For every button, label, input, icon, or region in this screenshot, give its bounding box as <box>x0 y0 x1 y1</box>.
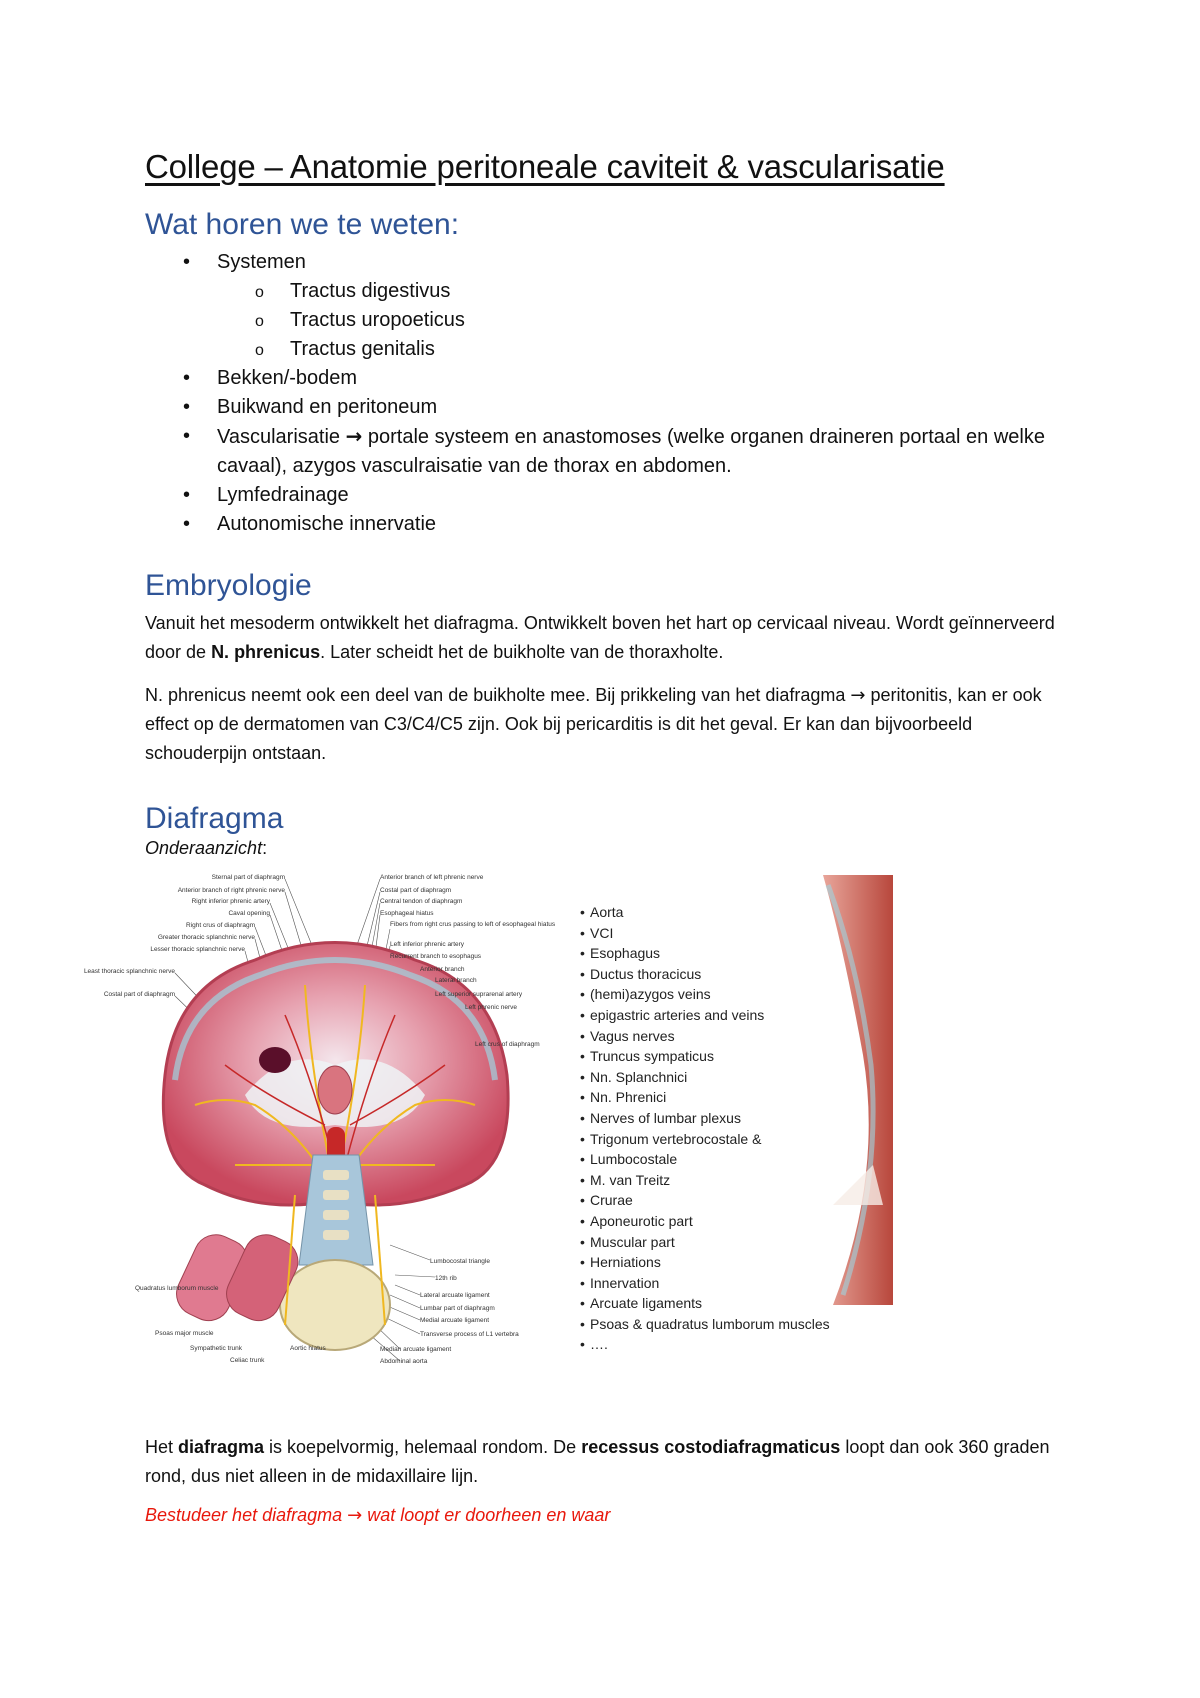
paragraph-text: Vanuit het mesoderm ontwikkelt het diafragma. Ontwikkelt boven het hart op cervicaal niveau. Wordt geïnnerveerd door de <box>145 613 1055 662</box>
bold-term: N. phrenicus <box>211 642 321 662</box>
task-text: wat loopt er doorheen en waar <box>362 1505 611 1525</box>
figure-label: Anterior branch of right phrenic nerve <box>177 887 285 894</box>
lumbar-vertebra-body <box>280 1260 390 1350</box>
figure-label: Left superior suprarenal artery <box>435 991 523 998</box>
sublist-item: o Tractus genitalis <box>145 335 1055 364</box>
arrow-right-icon: → <box>345 424 363 448</box>
lateral-diaphragm-crop-image <box>803 875 893 1305</box>
figure-label: Left crus of diaphragm <box>475 1041 540 1048</box>
sublist <box>217 277 1055 364</box>
esophagus <box>318 1066 352 1114</box>
arrow-right-icon: → <box>347 1505 363 1526</box>
section-heading-diafragma: Diafragma <box>145 802 284 835</box>
paragraph-text: N. phrenicus neemt ook een deel van de buikholte mee. Bij prikkeling van het diafragma <box>145 685 851 705</box>
sublist-item: o Tractus uropoeticus <box>145 306 1055 335</box>
task-text: Bestudeer het diafragma <box>145 1505 348 1525</box>
figure-label: Aortic hiatus <box>290 1345 326 1352</box>
paragraph-text: peritonitis, kan er ook effect op de dermatomen van C3/C4/C5 zijn. Ook bij pericarditis is dit het geval. Er kan dan bijvoorbeeld schouderpijn ontstaan. <box>145 685 1042 763</box>
figure-label: Celiac trunk <box>230 1357 265 1364</box>
list-item: • Vagus nerves <box>580 1026 830 1047</box>
caval-opening <box>259 1047 291 1073</box>
figure-label: Costal part of diaphragm <box>103 991 175 998</box>
figure-label: Right inferior phrenic artery <box>191 898 270 905</box>
list-item: • Lymfedrainage <box>145 481 1055 510</box>
figure-label: Transverse process of L1 vertebra <box>420 1331 519 1338</box>
bold-term: diafragma <box>178 1437 265 1457</box>
learning-goals-list <box>145 248 1055 539</box>
figure-label: Median arcuate ligament <box>380 1346 452 1353</box>
diaphragm-figure <box>83 865 1055 1405</box>
list-item <box>145 248 1055 364</box>
figure-label: Greater thoracic splanchnic nerve <box>157 934 255 941</box>
document-content <box>83 148 1055 1544</box>
list-item: • Autonomische innervatie <box>145 510 1055 539</box>
list-item: • Herniations <box>580 1252 830 1273</box>
figure-label: Recurrent branch to esophagus <box>390 953 482 960</box>
list-item: • Aorta <box>580 902 830 923</box>
list-item: • Arcuate ligaments <box>580 1293 830 1314</box>
list-item-text: Systemen <box>217 251 306 273</box>
figure-label: Right crus of diaphragm <box>185 922 255 929</box>
list-item <box>145 422 1055 481</box>
list-item: • Nn. Splanchnici <box>580 1067 830 1088</box>
list-item-text: Vascularisatie <box>217 426 346 448</box>
list-item: • VCI <box>580 923 830 944</box>
paragraph-text: loopt dan ook 360 graden rond, dus niet alleen in de midaxillaire lijn. <box>145 1437 1050 1486</box>
figure-label: 12th rib <box>435 1275 457 1282</box>
caption-text: Onderaanzicht <box>145 838 263 858</box>
figure-label: Central tendon of diaphragm <box>380 898 463 905</box>
figure-label: Caval opening <box>228 910 270 917</box>
figure-label: Lateral branch <box>435 977 477 984</box>
caption-colon: : <box>262 838 268 858</box>
paragraph-text: . Later scheidt het de buikholte van de thoraxholte. <box>320 642 724 662</box>
list-item: • Esophagus <box>580 943 830 964</box>
figure-label: Left inferior phrenic artery <box>390 941 465 948</box>
figure-label: Sympathetic trunk <box>190 1345 243 1352</box>
figure-label: Anterior branch <box>420 966 465 973</box>
figure-caption <box>145 838 1055 859</box>
figure-label: Psoas major muscle <box>155 1330 214 1337</box>
figure-label: Costal part of diaphragm <box>380 887 452 894</box>
list-item: • Trigonum vertebrocostale & <box>580 1129 830 1150</box>
paragraph <box>145 681 1055 768</box>
figure-label: Lumbar part of diaphragm <box>420 1305 495 1312</box>
list-item: • epigastric arteries and veins <box>580 1005 830 1026</box>
section-heading-embryologie: Embryologie <box>145 569 312 602</box>
diaphragm-structures-list <box>580 902 830 1355</box>
document-title: College – Anatomie peritoneale caviteit & vascularisatie <box>145 148 945 185</box>
paragraph-text: is koepelvormig, helemaal rondom. De <box>264 1437 582 1457</box>
paragraph-text: Het <box>145 1437 179 1457</box>
study-task <box>145 1505 1055 1526</box>
list-item: • Bekken/-bodem <box>145 364 1055 393</box>
figure-label: Lumbocostal triangle <box>430 1258 490 1265</box>
list-item: • Aponeurotic part <box>580 1211 830 1232</box>
list-item: • Nerves of lumbar plexus <box>580 1108 830 1129</box>
list-item: • Nn. Phrenici <box>580 1087 830 1108</box>
figure-label: Lateral arcuate ligament <box>420 1292 490 1299</box>
list-item: • Innervation <box>580 1273 830 1294</box>
list-item: • M. van Treitz <box>580 1170 830 1191</box>
sublist-item: o Tractus digestivus <box>145 277 1055 306</box>
figure-label: Lesser thoracic splanchnic nerve <box>150 946 245 953</box>
figure-label: Least thoracic splanchnic nerve <box>83 968 175 975</box>
figure-label: Esophageal hiatus <box>380 910 434 917</box>
list-item: • (hemi)azygos veins <box>580 984 830 1005</box>
figure-label: Left phrenic nerve <box>465 1004 518 1011</box>
figure-label: Quadratus lumborum muscle <box>135 1285 219 1292</box>
section-heading-wat-horen-we-te-weten: Wat horen we te weten: <box>145 208 460 241</box>
list-item: • Crurae <box>580 1190 830 1211</box>
list-item: • Lumbocostale <box>580 1149 830 1170</box>
figure-label: Fibers from right crus passing to left of esophageal hiatus <box>390 921 556 928</box>
arrow-right-icon: → <box>850 685 866 706</box>
bold-term: recessus costodiafragmaticus <box>581 1437 841 1457</box>
list-item: • Psoas & quadratus lumborum muscles <box>580 1314 830 1335</box>
paragraph <box>145 1433 1055 1491</box>
paragraph <box>145 609 1055 667</box>
figure-label: Medial arcuate ligament <box>420 1317 490 1324</box>
list-item-text: portale systeem en anastomoses (welke organen draineren portaal en welke cavaal), azygos vasculraisatie van de thorax en abdomen. <box>217 426 1045 477</box>
list-item: • Muscular part <box>580 1232 830 1253</box>
list-item: • Ductus thoracicus <box>580 964 830 985</box>
figure-label: Abdominal aorta <box>380 1358 428 1365</box>
figure-label: Anterior branch of left phrenic nerve <box>380 874 484 881</box>
figure-label: Sternal part of diaphragm <box>211 874 285 881</box>
list-item: • Buikwand en peritoneum <box>145 393 1055 422</box>
list-item: • …. <box>580 1334 830 1355</box>
diaphragm-inferior-view-illustration <box>83 865 556 1405</box>
list-item: • Truncus sympaticus <box>580 1046 830 1067</box>
